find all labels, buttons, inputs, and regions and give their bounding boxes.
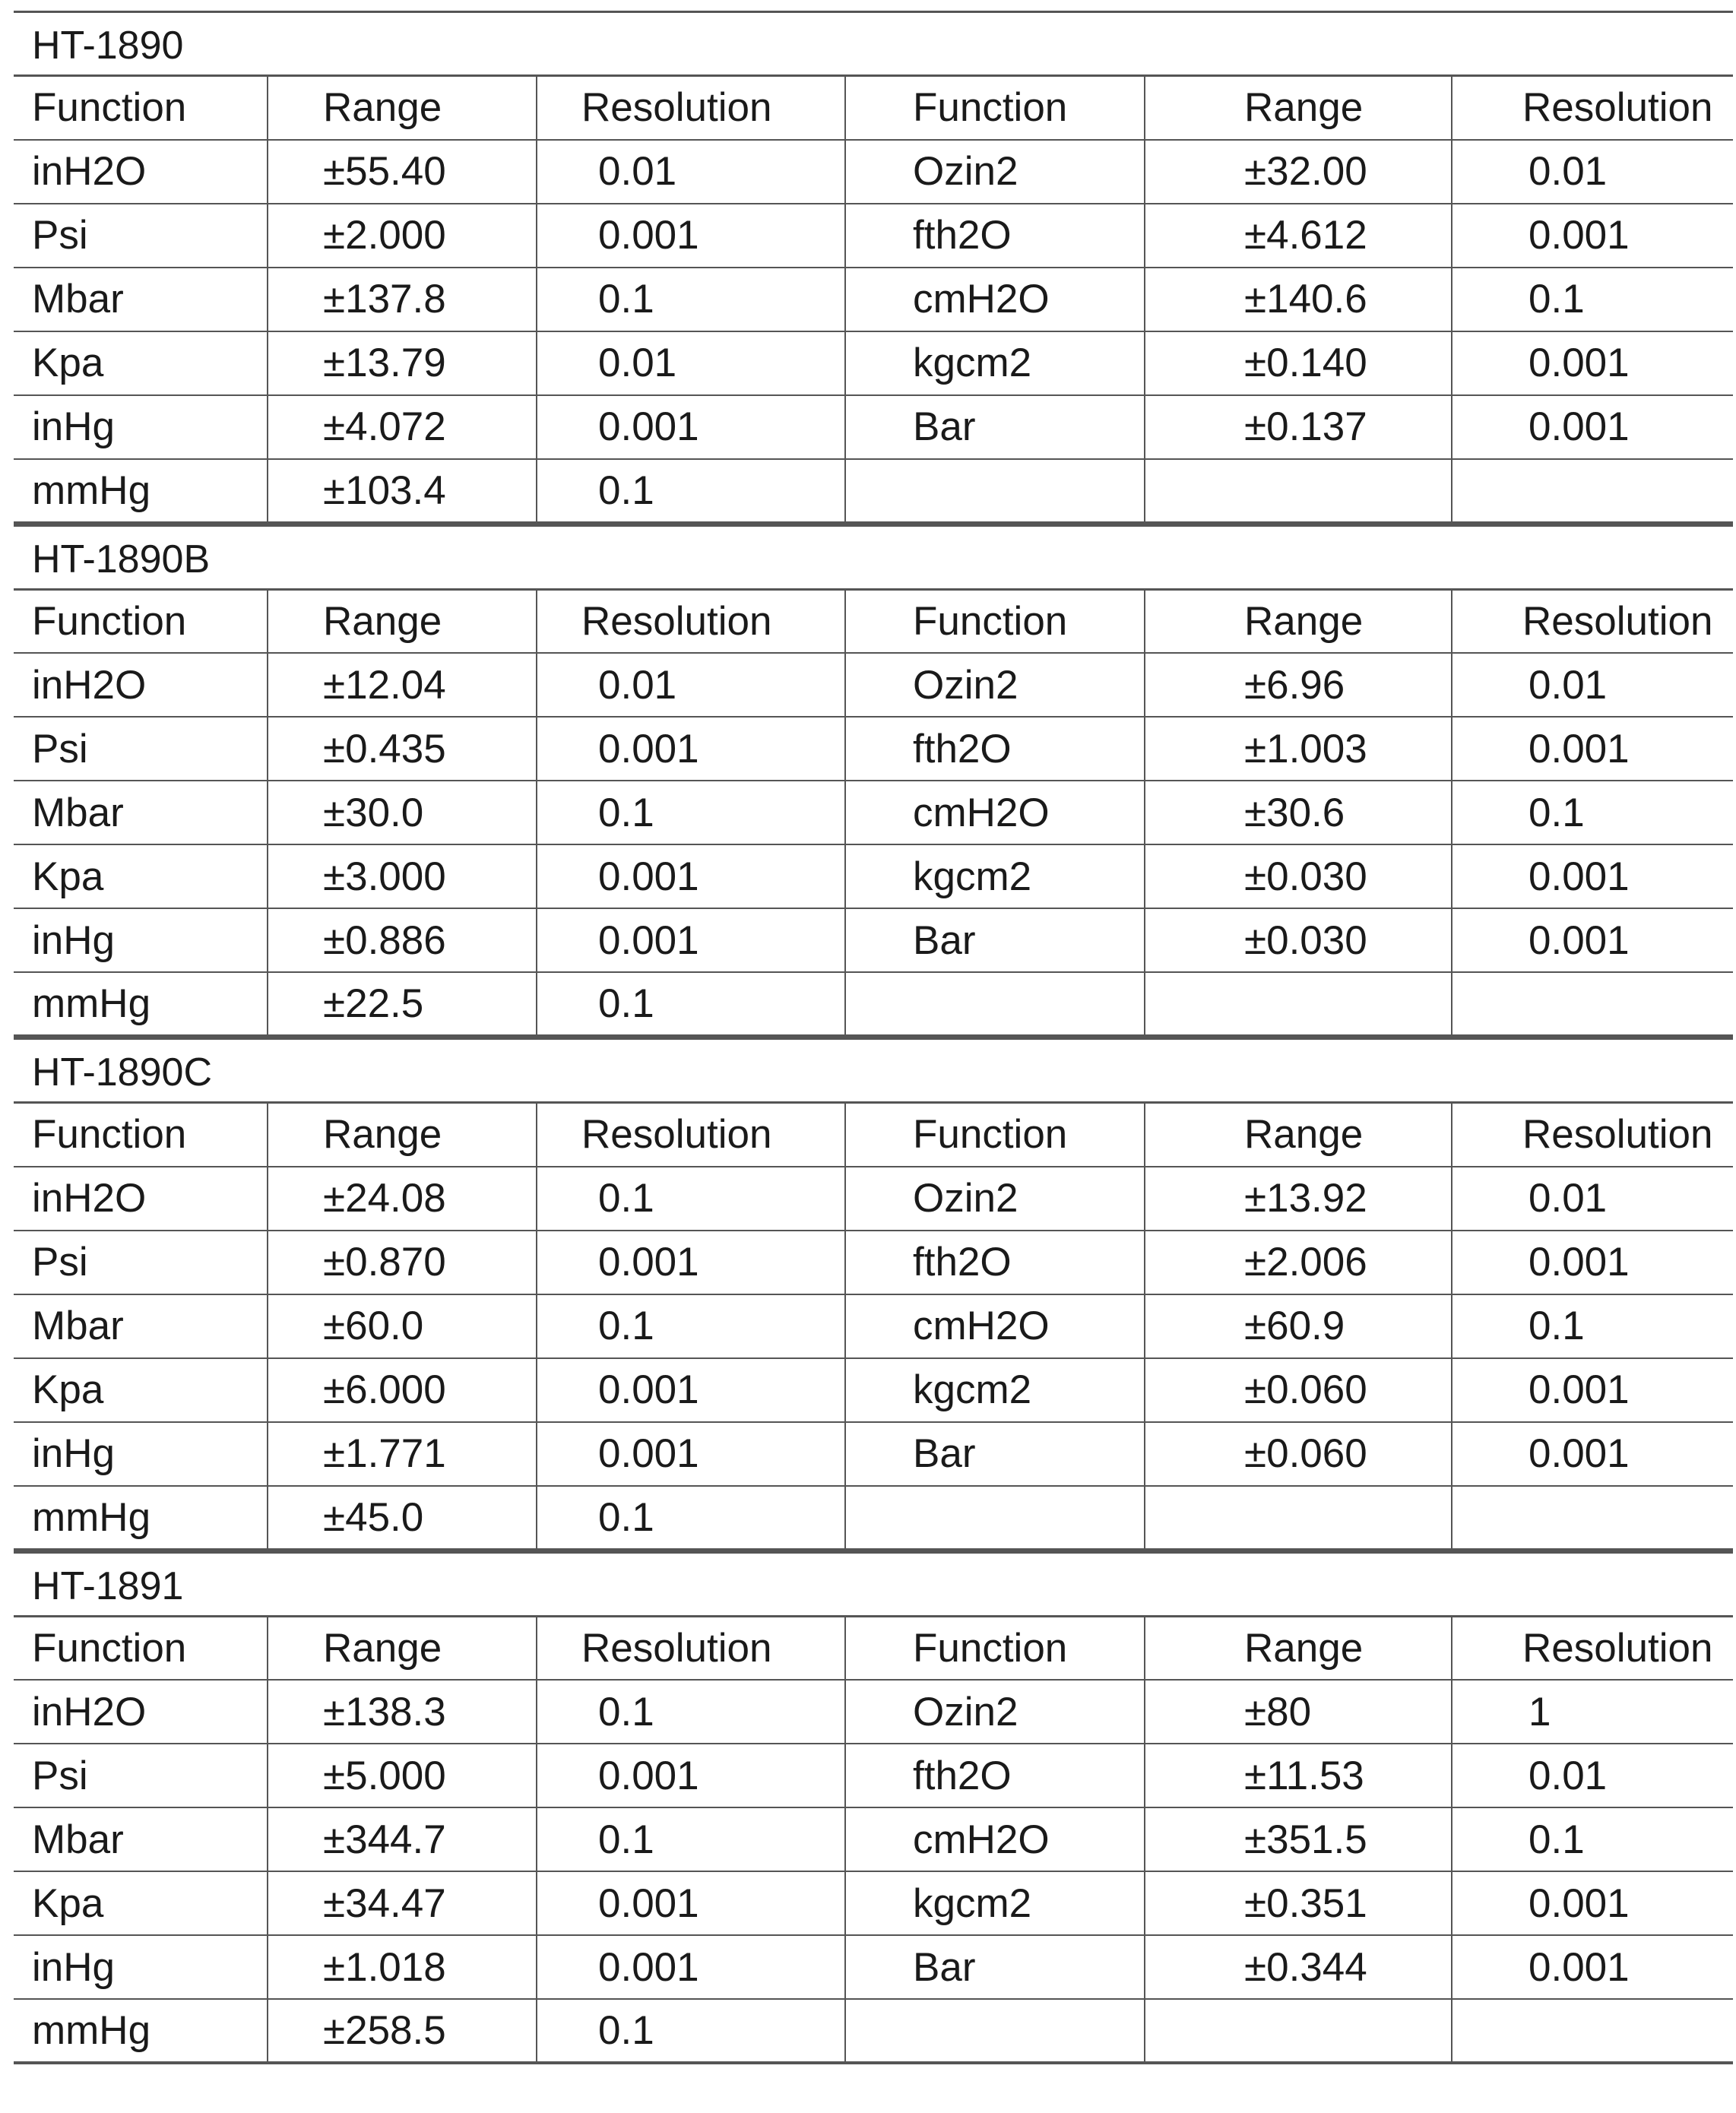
cell-range: ±0.435	[268, 717, 537, 781]
cell-resolution: 0.001	[537, 717, 845, 781]
cell-resolution: 0.1	[537, 1294, 845, 1358]
cell-function: inH2O	[14, 653, 268, 717]
cell-range: ±0.870	[268, 1231, 537, 1294]
column-header-range: Range	[1145, 1616, 1452, 1680]
cell-resolution: 0.1	[537, 1999, 845, 2063]
cell-range	[1145, 1999, 1452, 2063]
cell-function: inHg	[14, 1422, 268, 1486]
column-header-range: Range	[268, 1616, 537, 1680]
cell-function: Bar	[845, 395, 1145, 459]
table-row	[14, 781, 1733, 844]
column-header-resolution: Resolution	[1452, 589, 1733, 653]
cell-resolution: 0.001	[537, 908, 845, 972]
cell-range: ±30.0	[268, 781, 537, 844]
cell-function: Psi	[14, 204, 268, 268]
cell-function: mmHg	[14, 1486, 268, 1550]
cell-function: inH2O	[14, 1680, 268, 1744]
cell-function: fth2O	[845, 1231, 1145, 1294]
cell-function: Kpa	[14, 844, 268, 908]
table-row	[14, 1294, 1733, 1358]
cell-function: Ozin2	[845, 140, 1145, 204]
column-header-function: Function	[845, 1103, 1145, 1167]
cell-range: ±13.79	[268, 331, 537, 395]
table-row	[14, 1422, 1733, 1486]
cell-resolution	[1452, 1999, 1733, 2063]
cell-function: inHg	[14, 395, 268, 459]
cell-function: Ozin2	[845, 1680, 1145, 1744]
column-header-range: Range	[1145, 76, 1452, 140]
cell-resolution: 0.01	[537, 331, 845, 395]
cell-function	[845, 1486, 1145, 1550]
cell-resolution	[1452, 1486, 1733, 1550]
cell-range: ±0.140	[1145, 331, 1452, 395]
table-row	[14, 1744, 1733, 1807]
cell-range: ±344.7	[268, 1807, 537, 1871]
spec-table	[14, 588, 1733, 1038]
table-row	[14, 459, 1733, 523]
spec-table	[14, 74, 1733, 524]
cell-resolution: 0.001	[1452, 1358, 1733, 1422]
cell-range	[1145, 459, 1452, 523]
cell-range: ±138.3	[268, 1680, 537, 1744]
cell-range: ±6.000	[268, 1358, 537, 1422]
table-row	[14, 268, 1733, 331]
cell-function: Ozin2	[845, 1167, 1145, 1231]
cell-resolution: 0.1	[537, 972, 845, 1036]
cell-range	[1145, 1486, 1452, 1550]
column-header-resolution: Resolution	[1452, 1103, 1733, 1167]
cell-resolution: 0.001	[1452, 1422, 1733, 1486]
cell-range: ±80	[1145, 1680, 1452, 1744]
cell-range: ±1.771	[268, 1422, 537, 1486]
cell-resolution: 0.001	[1452, 1231, 1733, 1294]
cell-resolution: 0.1	[1452, 781, 1733, 844]
cell-resolution: 0.01	[1452, 140, 1733, 204]
table-row	[14, 717, 1733, 781]
table-row	[14, 1231, 1733, 1294]
cell-resolution: 0.001	[1452, 717, 1733, 781]
cell-resolution: 0.001	[537, 1744, 845, 1807]
column-header-function: Function	[845, 1616, 1145, 1680]
table-row	[14, 653, 1733, 717]
column-header-resolution: Resolution	[537, 1103, 845, 1167]
cell-resolution: 0.1	[537, 268, 845, 331]
column-header-function: Function	[845, 589, 1145, 653]
cell-function: Bar	[845, 908, 1145, 972]
cell-function: Kpa	[14, 1358, 268, 1422]
cell-range: ±0.137	[1145, 395, 1452, 459]
cell-resolution: 0.001	[1452, 395, 1733, 459]
table-row	[14, 1999, 1733, 2063]
cell-function: Kpa	[14, 1871, 268, 1935]
cell-function: Mbar	[14, 1294, 268, 1358]
cell-range: ±11.53	[1145, 1744, 1452, 1807]
column-header-range: Range	[268, 589, 537, 653]
model-title: HT-1891	[14, 1551, 1733, 1615]
header-row	[14, 76, 1733, 140]
cell-function: Mbar	[14, 268, 268, 331]
table-row	[14, 1167, 1733, 1231]
cell-resolution: 0.1	[1452, 1294, 1733, 1358]
cell-function: cmH2O	[845, 1294, 1145, 1358]
cell-function: Kpa	[14, 331, 268, 395]
cell-range: ±0.344	[1145, 1935, 1452, 1999]
cell-resolution: 0.1	[537, 1167, 845, 1231]
cell-range: ±4.612	[1145, 204, 1452, 268]
cell-resolution: 0.1	[1452, 1807, 1733, 1871]
cell-resolution: 0.001	[537, 1358, 845, 1422]
cell-resolution: 0.1	[537, 1486, 845, 1550]
cell-function: mmHg	[14, 1999, 268, 2063]
column-header-resolution: Resolution	[1452, 1616, 1733, 1680]
column-header-function: Function	[845, 76, 1145, 140]
model-title: HT-1890	[14, 11, 1733, 74]
table-row	[14, 1871, 1733, 1935]
cell-function: inHg	[14, 1935, 268, 1999]
cell-function: fth2O	[845, 717, 1145, 781]
cell-range: ±103.4	[268, 459, 537, 523]
cell-range: ±60.0	[268, 1294, 537, 1358]
cell-range: ±60.9	[1145, 1294, 1452, 1358]
cell-function	[845, 1999, 1145, 2063]
cell-range: ±6.96	[1145, 653, 1452, 717]
cell-range: ±0.351	[1145, 1871, 1452, 1935]
cell-range: ±1.003	[1145, 717, 1452, 781]
column-header-function: Function	[14, 589, 268, 653]
column-header-resolution: Resolution	[1452, 76, 1733, 140]
table-row	[14, 1486, 1733, 1550]
cell-range: ±24.08	[268, 1167, 537, 1231]
cell-range: ±2.000	[268, 204, 537, 268]
cell-resolution: 0.001	[537, 1871, 845, 1935]
cell-range: ±0.030	[1145, 844, 1452, 908]
cell-resolution: 0.001	[1452, 908, 1733, 972]
cell-function: fth2O	[845, 1744, 1145, 1807]
cell-resolution: 0.001	[537, 844, 845, 908]
cell-range: ±258.5	[268, 1999, 537, 2063]
cell-resolution: 0.001	[537, 395, 845, 459]
table-row	[14, 140, 1733, 204]
cell-function: kgcm2	[845, 844, 1145, 908]
cell-function: Ozin2	[845, 653, 1145, 717]
model-block-1	[14, 524, 1733, 1038]
cell-resolution: 0.1	[1452, 268, 1733, 331]
column-header-range: Range	[268, 1103, 537, 1167]
cell-resolution: 0.001	[1452, 204, 1733, 268]
cell-resolution	[1452, 972, 1733, 1036]
column-header-function: Function	[14, 76, 268, 140]
cell-function: fth2O	[845, 204, 1145, 268]
cell-function: mmHg	[14, 459, 268, 523]
cell-range: ±30.6	[1145, 781, 1452, 844]
cell-function: mmHg	[14, 972, 268, 1036]
cell-function: Psi	[14, 1231, 268, 1294]
column-header-function: Function	[14, 1616, 268, 1680]
cell-resolution: 0.001	[1452, 331, 1733, 395]
cell-range: ±34.47	[268, 1871, 537, 1935]
cell-resolution: 0.01	[537, 140, 845, 204]
table-row	[14, 1807, 1733, 1871]
cell-range: ±2.006	[1145, 1231, 1452, 1294]
header-row	[14, 1103, 1733, 1167]
cell-function	[845, 972, 1145, 1036]
cell-resolution: 0.01	[1452, 1167, 1733, 1231]
cell-range: ±32.00	[1145, 140, 1452, 204]
cell-resolution: 0.001	[1452, 844, 1733, 908]
cell-function: Bar	[845, 1935, 1145, 1999]
cell-range: ±0.030	[1145, 908, 1452, 972]
cell-function: kgcm2	[845, 1871, 1145, 1935]
table-row	[14, 395, 1733, 459]
cell-range: ±55.40	[268, 140, 537, 204]
cell-resolution: 0.01	[1452, 1744, 1733, 1807]
model-title: HT-1890B	[14, 524, 1733, 588]
cell-resolution: 0.1	[537, 781, 845, 844]
cell-function: Psi	[14, 1744, 268, 1807]
cell-resolution: 0.001	[537, 1422, 845, 1486]
table-row	[14, 844, 1733, 908]
spec-table	[14, 1101, 1733, 1551]
cell-range: ±1.018	[268, 1935, 537, 1999]
table-row	[14, 331, 1733, 395]
header-row	[14, 589, 1733, 653]
column-header-resolution: Resolution	[537, 76, 845, 140]
column-header-range: Range	[1145, 1103, 1452, 1167]
cell-function: Bar	[845, 1422, 1145, 1486]
column-header-resolution: Resolution	[537, 589, 845, 653]
spec-sheet	[14, 11, 1733, 2064]
table-row	[14, 1935, 1733, 1999]
cell-function: cmH2O	[845, 781, 1145, 844]
spec-table	[14, 1615, 1733, 2065]
column-header-range: Range	[1145, 589, 1452, 653]
cell-function: inH2O	[14, 140, 268, 204]
model-block-0	[14, 11, 1733, 524]
cell-resolution: 0.1	[537, 459, 845, 523]
cell-function: Mbar	[14, 1807, 268, 1871]
cell-resolution: 0.01	[1452, 653, 1733, 717]
cell-range: ±140.6	[1145, 268, 1452, 331]
cell-resolution: 0.001	[537, 1231, 845, 1294]
cell-function: inHg	[14, 908, 268, 972]
cell-function: cmH2O	[845, 1807, 1145, 1871]
table-row	[14, 1680, 1733, 1744]
cell-range: ±5.000	[268, 1744, 537, 1807]
model-block-2	[14, 1037, 1733, 1551]
cell-range: ±12.04	[268, 653, 537, 717]
column-header-function: Function	[14, 1103, 268, 1167]
cell-function: cmH2O	[845, 268, 1145, 331]
cell-range	[1145, 972, 1452, 1036]
cell-range: ±3.000	[268, 844, 537, 908]
cell-function: kgcm2	[845, 1358, 1145, 1422]
column-header-resolution: Resolution	[537, 1616, 845, 1680]
cell-resolution: 0.001	[537, 204, 845, 268]
cell-resolution: 0.001	[1452, 1935, 1733, 1999]
cell-range: ±0.886	[268, 908, 537, 972]
column-header-range: Range	[268, 76, 537, 140]
cell-resolution: 0.1	[537, 1807, 845, 1871]
cell-resolution	[1452, 459, 1733, 523]
model-block-3	[14, 1551, 1733, 2065]
cell-function: Mbar	[14, 781, 268, 844]
table-row	[14, 1358, 1733, 1422]
table-row	[14, 972, 1733, 1036]
cell-function: kgcm2	[845, 331, 1145, 395]
model-title: HT-1890C	[14, 1037, 1733, 1101]
cell-range: ±13.92	[1145, 1167, 1452, 1231]
cell-range: ±137.8	[268, 268, 537, 331]
cell-resolution: 0.001	[1452, 1871, 1733, 1935]
cell-range: ±0.060	[1145, 1358, 1452, 1422]
table-row	[14, 204, 1733, 268]
cell-range: ±22.5	[268, 972, 537, 1036]
header-row	[14, 1616, 1733, 1680]
table-row	[14, 908, 1733, 972]
cell-range: ±351.5	[1145, 1807, 1452, 1871]
cell-function: inH2O	[14, 1167, 268, 1231]
cell-function	[845, 459, 1145, 523]
cell-resolution: 0.01	[537, 653, 845, 717]
cell-function: Psi	[14, 717, 268, 781]
cell-range: ±0.060	[1145, 1422, 1452, 1486]
cell-resolution: 0.1	[537, 1680, 845, 1744]
cell-range: ±45.0	[268, 1486, 537, 1550]
cell-resolution: 0.001	[537, 1935, 845, 1999]
cell-resolution: 1	[1452, 1680, 1733, 1744]
cell-range: ±4.072	[268, 395, 537, 459]
